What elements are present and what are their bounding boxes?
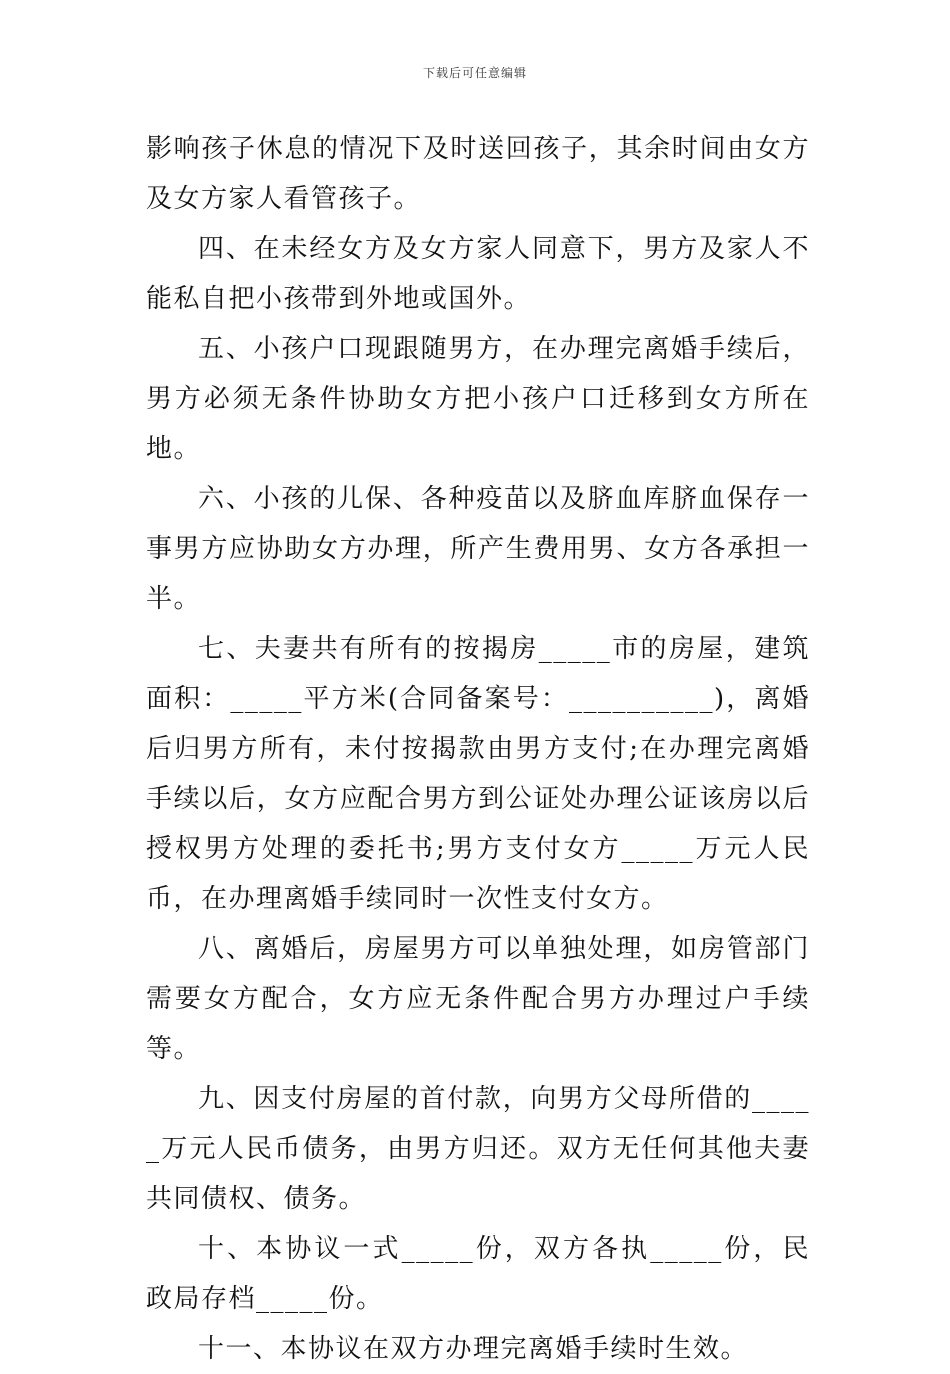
paragraph-clause-5: 五、小孩户口现跟随男方，在办理完离婚手续后，男方必须无条件协助女方把小孩户口迁移到女方所在地。 xyxy=(146,334,810,464)
page-header: 下载后可任意编辑 xyxy=(422,66,527,80)
paragraph-clause-7: 七、夫妻共有所有的按揭房_____市的房屋，建筑面积：_____平方米(合同备案号：__________)，离婚后归男方所有，未付按揭款由男方支付;在办理完离婚手续以后，女方应配合男方到公证处办理公证该房以后授权男方处理的委托书;男方支付女方_____万元人民币，在办理离婚手续同时一次性支付女方。 xyxy=(146,634,810,914)
document-body xyxy=(146,124,810,1374)
paragraph-clause-11: 十一、本协议在双方办理完离婚手续时生效。 xyxy=(198,1334,749,1364)
paragraph-clause-8: 八、离婚后，房屋男方可以单独处理，如房管部门需要女方配合，女方应无条件配合男方办理过户手续等。 xyxy=(146,934,810,1064)
paragraph-continuation: 影响孩子休息的情况下及时送回孩子，其余时间由女方及女方家人看管孩子。 xyxy=(146,134,810,214)
paragraph-clause-9: 九、因支付房屋的首付款，向男方父母所借的_____万元人民币债务，由男方归还。双方无任何其他夫妻共同债权、债务。 xyxy=(146,1084,810,1214)
paragraph-clause-4: 四、在未经女方及女方家人同意下，男方及家人不能私自把小孩带到外地或国外。 xyxy=(146,234,810,314)
paragraph-clause-6: 六、小孩的儿保、各种疫苗以及脐血库脐血保存一事男方应协助女方办理，所产生费用男、女方各承担一半。 xyxy=(146,484,810,614)
paragraph-clause-10: 十、本协议一式_____份，双方各执_____份，民政局存档_____份。 xyxy=(146,1234,810,1314)
